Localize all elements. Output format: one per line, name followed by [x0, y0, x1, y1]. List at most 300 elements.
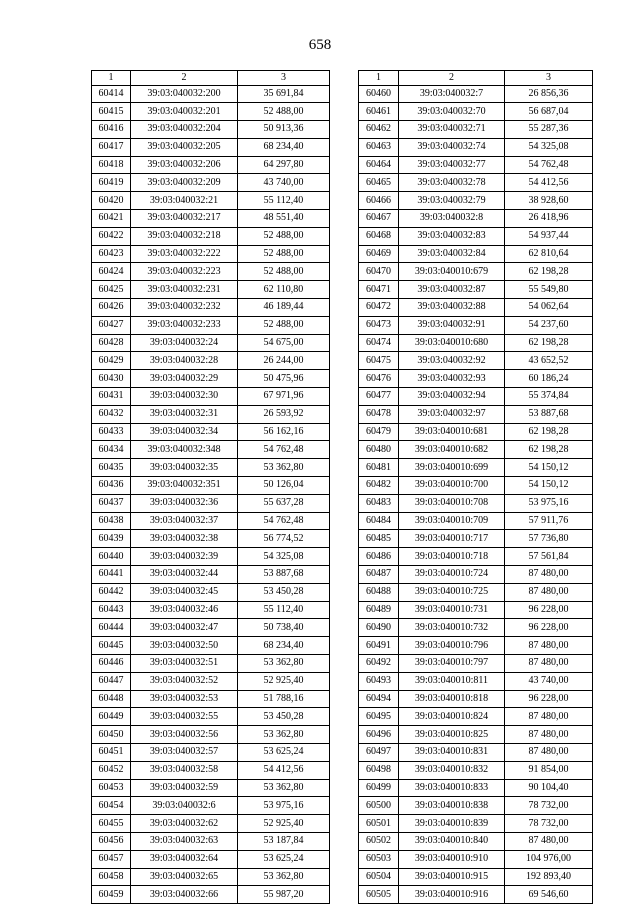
table-row	[92, 619, 330, 637]
cadastral-number-cell: 39:03:040032:29	[131, 370, 238, 388]
cadastral-number-cell: 39:03:040032:348	[131, 441, 238, 459]
cadastral-number-cell: 39:03:040032:92	[399, 352, 505, 370]
row-number-cell: 60426	[92, 299, 131, 317]
row-number-cell: 60488	[359, 583, 399, 601]
table-row	[359, 245, 593, 263]
table-row	[359, 263, 593, 281]
table-row	[92, 423, 330, 441]
row-number-cell: 60475	[359, 352, 399, 370]
table-row	[359, 637, 593, 655]
cadastral-number-cell: 39:03:040032:31	[131, 405, 238, 423]
cadastral-number-cell: 39:03:040010:818	[399, 690, 505, 708]
cadastral-number-cell: 39:03:040010:824	[399, 708, 505, 726]
table-row	[92, 174, 330, 192]
table-row	[92, 690, 330, 708]
value-cell: 67 971,96	[238, 388, 330, 406]
row-number-cell: 60497	[359, 743, 399, 761]
value-cell: 87 480,00	[505, 583, 593, 601]
table-row	[359, 192, 593, 210]
row-number-cell: 60443	[92, 601, 131, 619]
value-cell: 52 488,00	[238, 103, 330, 121]
row-number-cell: 60479	[359, 423, 399, 441]
table-row	[92, 868, 330, 886]
cadastral-number-cell: 39:03:040010:718	[399, 548, 505, 566]
row-number-cell: 60498	[359, 761, 399, 779]
column-header-3: 3	[505, 71, 593, 86]
cadastral-number-cell: 39:03:040032:209	[131, 174, 238, 192]
row-number-cell: 60416	[92, 121, 131, 139]
cadastral-number-cell: 39:03:040032:51	[131, 655, 238, 673]
value-cell: 43 740,00	[505, 672, 593, 690]
row-number-cell: 60414	[92, 85, 131, 103]
value-cell: 96 228,00	[505, 690, 593, 708]
value-cell: 26 856,36	[505, 85, 593, 103]
table-row	[359, 477, 593, 495]
value-cell: 54 150,12	[505, 459, 593, 477]
row-number-cell: 60470	[359, 263, 399, 281]
value-cell: 69 546,60	[505, 886, 593, 904]
row-number-cell: 60454	[92, 797, 131, 815]
row-number-cell: 60439	[92, 530, 131, 548]
table-row	[359, 601, 593, 619]
cadastral-number-cell: 39:03:040010:680	[399, 334, 505, 352]
row-number-cell: 60419	[92, 174, 131, 192]
value-cell: 53 887,68	[238, 566, 330, 584]
value-cell: 90 104,40	[505, 779, 593, 797]
cadastral-number-cell: 39:03:040032:53	[131, 690, 238, 708]
table-row	[92, 316, 330, 334]
row-number-cell: 60418	[92, 156, 131, 174]
row-number-cell: 60450	[92, 726, 131, 744]
row-number-cell: 60453	[92, 779, 131, 797]
cadastral-number-cell: 39:03:040032:83	[399, 227, 505, 245]
table-row	[92, 583, 330, 601]
column-header-1: 1	[359, 71, 399, 86]
row-number-cell: 60494	[359, 690, 399, 708]
value-cell: 68 234,40	[238, 138, 330, 156]
row-number-cell: 60456	[92, 832, 131, 850]
row-number-cell: 60434	[92, 441, 131, 459]
row-number-cell: 60503	[359, 850, 399, 868]
table-row	[92, 477, 330, 495]
table-row	[359, 494, 593, 512]
table-row	[92, 708, 330, 726]
row-number-cell: 60486	[359, 548, 399, 566]
page-number: 658	[308, 37, 332, 53]
row-number-cell: 60487	[359, 566, 399, 584]
row-number-cell: 60428	[92, 334, 131, 352]
cadastral-number-cell: 39:03:040010:797	[399, 655, 505, 673]
cadastral-number-cell: 39:03:040032:30	[131, 388, 238, 406]
table-row	[92, 637, 330, 655]
table-left-body	[92, 71, 330, 904]
value-cell: 87 480,00	[505, 743, 593, 761]
cadastral-number-cell: 39:03:040032:200	[131, 85, 238, 103]
cadastral-number-cell: 39:03:040032:57	[131, 743, 238, 761]
value-cell: 53 362,80	[238, 779, 330, 797]
table-row	[359, 334, 593, 352]
value-cell: 52 488,00	[238, 263, 330, 281]
value-cell: 52 925,40	[238, 815, 330, 833]
row-number-cell: 60431	[92, 388, 131, 406]
cadastral-number-cell: 39:03:040010:717	[399, 530, 505, 548]
row-number-cell: 60455	[92, 815, 131, 833]
cadastral-number-cell: 39:03:040032:46	[131, 601, 238, 619]
value-cell: 60 186,24	[505, 370, 593, 388]
table-row	[359, 815, 593, 833]
value-cell: 35 691,84	[238, 85, 330, 103]
table-row	[359, 227, 593, 245]
row-number-cell: 60464	[359, 156, 399, 174]
table-row	[92, 512, 330, 530]
row-number-cell: 60502	[359, 832, 399, 850]
row-number-cell: 60473	[359, 316, 399, 334]
table-row	[359, 512, 593, 530]
value-cell: 54 062,64	[505, 299, 593, 317]
cadastral-number-cell: 39:03:040010:915	[399, 868, 505, 886]
value-cell: 53 450,28	[238, 583, 330, 601]
row-number-cell: 60429	[92, 352, 131, 370]
value-cell: 56 774,52	[238, 530, 330, 548]
cadastral-number-cell: 39:03:040032:201	[131, 103, 238, 121]
value-cell: 46 189,44	[238, 299, 330, 317]
value-cell: 55 287,36	[505, 121, 593, 139]
table-left	[91, 70, 330, 904]
table-row	[92, 263, 330, 281]
row-number-cell: 60432	[92, 405, 131, 423]
value-cell: 54 675,00	[238, 334, 330, 352]
cadastral-number-cell: 39:03:040010:708	[399, 494, 505, 512]
cadastral-number-cell: 39:03:040032:206	[131, 156, 238, 174]
table-header-row	[359, 71, 593, 86]
value-cell: 53 362,80	[238, 726, 330, 744]
cadastral-number-cell: 39:03:040032:8	[399, 210, 505, 228]
cadastral-number-cell: 39:03:040032:233	[131, 316, 238, 334]
table-row	[92, 726, 330, 744]
row-number-cell: 60446	[92, 655, 131, 673]
cadastral-number-cell: 39:03:040010:682	[399, 441, 505, 459]
cadastral-number-cell: 39:03:040032:64	[131, 850, 238, 868]
row-number-cell: 60423	[92, 245, 131, 263]
cadastral-number-cell: 39:03:040032:88	[399, 299, 505, 317]
cadastral-number-cell: 39:03:040032:58	[131, 761, 238, 779]
value-cell: 96 228,00	[505, 601, 593, 619]
table-row	[92, 548, 330, 566]
cadastral-number-cell: 39:03:040032:39	[131, 548, 238, 566]
value-cell: 38 928,60	[505, 192, 593, 210]
cadastral-number-cell: 39:03:040010:825	[399, 726, 505, 744]
table-row	[92, 566, 330, 584]
table-row	[92, 352, 330, 370]
value-cell: 53 975,16	[238, 797, 330, 815]
row-number-cell: 60468	[359, 227, 399, 245]
value-cell: 53 887,68	[505, 405, 593, 423]
value-cell: 53 450,28	[238, 708, 330, 726]
value-cell: 54 762,48	[238, 441, 330, 459]
table-row	[359, 370, 593, 388]
row-number-cell: 60440	[92, 548, 131, 566]
cadastral-number-cell: 39:03:040032:35	[131, 459, 238, 477]
row-number-cell: 60457	[92, 850, 131, 868]
table-row	[92, 192, 330, 210]
cadastral-number-cell: 39:03:040010:811	[399, 672, 505, 690]
row-number-cell: 60415	[92, 103, 131, 121]
table-row	[92, 601, 330, 619]
cadastral-number-cell: 39:03:040032:37	[131, 512, 238, 530]
value-cell: 48 551,40	[238, 210, 330, 228]
table-row	[359, 156, 593, 174]
table-row	[359, 726, 593, 744]
cadastral-number-cell: 39:03:040032:55	[131, 708, 238, 726]
cadastral-number-cell: 39:03:040010:731	[399, 601, 505, 619]
table-row	[92, 334, 330, 352]
value-cell: 53 362,80	[238, 868, 330, 886]
value-cell: 62 198,28	[505, 263, 593, 281]
value-cell: 54 412,56	[505, 174, 593, 192]
cadastral-number-cell: 39:03:040032:93	[399, 370, 505, 388]
row-number-cell: 60490	[359, 619, 399, 637]
cadastral-number-cell: 39:03:040010:910	[399, 850, 505, 868]
row-number-cell: 60482	[359, 477, 399, 495]
value-cell: 53 975,16	[505, 494, 593, 512]
value-cell: 26 593,92	[238, 405, 330, 423]
row-number-cell: 60447	[92, 672, 131, 690]
value-cell: 50 475,96	[238, 370, 330, 388]
cadastral-number-cell: 39:03:040010:709	[399, 512, 505, 530]
cadastral-number-cell: 39:03:040010:833	[399, 779, 505, 797]
table-right-body	[359, 71, 593, 904]
value-cell: 87 480,00	[505, 708, 593, 726]
row-number-cell: 60433	[92, 423, 131, 441]
cadastral-number-cell: 39:03:040032:77	[399, 156, 505, 174]
value-cell: 53 362,80	[238, 459, 330, 477]
cadastral-number-cell: 39:03:040010:839	[399, 815, 505, 833]
cadastral-number-cell: 39:03:040032:36	[131, 494, 238, 512]
cadastral-number-cell: 39:03:040010:700	[399, 477, 505, 495]
table-header-row	[92, 71, 330, 86]
column-header-2: 2	[131, 71, 238, 86]
row-number-cell: 60427	[92, 316, 131, 334]
cadastral-number-cell: 39:03:040010:796	[399, 637, 505, 655]
table-row	[92, 103, 330, 121]
table-row	[92, 779, 330, 797]
row-number-cell: 60467	[359, 210, 399, 228]
value-cell: 91 854,00	[505, 761, 593, 779]
cadastral-number-cell: 39:03:040010:840	[399, 832, 505, 850]
value-cell: 57 736,80	[505, 530, 593, 548]
table-row	[92, 832, 330, 850]
value-cell: 55 637,28	[238, 494, 330, 512]
value-cell: 43 740,00	[238, 174, 330, 192]
value-cell: 55 987,20	[238, 886, 330, 904]
table-row	[92, 797, 330, 815]
table-row	[359, 886, 593, 904]
row-number-cell: 60459	[92, 886, 131, 904]
table-row	[359, 405, 593, 423]
value-cell: 52 488,00	[238, 227, 330, 245]
row-number-cell: 60442	[92, 583, 131, 601]
value-cell: 62 198,28	[505, 441, 593, 459]
table-row	[359, 459, 593, 477]
table-row	[359, 85, 593, 103]
row-number-cell: 60485	[359, 530, 399, 548]
cadastral-number-cell: 39:03:040032:87	[399, 281, 505, 299]
cadastral-number-cell: 39:03:040010:679	[399, 263, 505, 281]
value-cell: 55 112,40	[238, 192, 330, 210]
cadastral-number-cell: 39:03:040032:74	[399, 138, 505, 156]
row-number-cell: 60435	[92, 459, 131, 477]
cadastral-number-cell: 39:03:040032:351	[131, 477, 238, 495]
table-row	[92, 210, 330, 228]
table-row	[359, 138, 593, 156]
table-row	[359, 352, 593, 370]
cadastral-number-cell: 39:03:040010:831	[399, 743, 505, 761]
value-cell: 51 788,16	[238, 690, 330, 708]
value-cell: 55 112,40	[238, 601, 330, 619]
row-number-cell: 60500	[359, 797, 399, 815]
row-number-cell: 60449	[92, 708, 131, 726]
table-row	[359, 850, 593, 868]
row-number-cell: 60501	[359, 815, 399, 833]
value-cell: 54 325,08	[505, 138, 593, 156]
table-row	[92, 743, 330, 761]
row-number-cell: 60441	[92, 566, 131, 584]
value-cell: 192 893,40	[505, 868, 593, 886]
table-row	[92, 459, 330, 477]
row-number-cell: 60461	[359, 103, 399, 121]
cadastral-number-cell: 39:03:040032:62	[131, 815, 238, 833]
table-row	[359, 530, 593, 548]
value-cell: 87 480,00	[505, 655, 593, 673]
table-row	[359, 121, 593, 139]
table-row	[359, 655, 593, 673]
table-row	[359, 779, 593, 797]
cadastral-number-cell: 39:03:040032:84	[399, 245, 505, 263]
cadastral-number-cell: 39:03:040010:725	[399, 583, 505, 601]
row-number-cell: 60438	[92, 512, 131, 530]
cadastral-number-cell: 39:03:040010:699	[399, 459, 505, 477]
table-row	[359, 708, 593, 726]
value-cell: 43 652,52	[505, 352, 593, 370]
cadastral-number-cell: 39:03:040032:28	[131, 352, 238, 370]
table-row	[359, 441, 593, 459]
table-row	[359, 619, 593, 637]
cadastral-number-cell: 39:03:040010:916	[399, 886, 505, 904]
cadastral-number-cell: 39:03:040032:38	[131, 530, 238, 548]
value-cell: 57 911,76	[505, 512, 593, 530]
row-number-cell: 60484	[359, 512, 399, 530]
table-row	[359, 832, 593, 850]
value-cell: 52 488,00	[238, 316, 330, 334]
cadastral-number-cell: 39:03:040032:70	[399, 103, 505, 121]
row-number-cell: 60422	[92, 227, 131, 245]
value-cell: 54 762,48	[238, 512, 330, 530]
table-row	[359, 583, 593, 601]
cadastral-number-cell: 39:03:040032:71	[399, 121, 505, 139]
cadastral-number-cell: 39:03:040032:232	[131, 299, 238, 317]
value-cell: 96 228,00	[505, 619, 593, 637]
table-row	[359, 797, 593, 815]
cadastral-number-cell: 39:03:040032:218	[131, 227, 238, 245]
value-cell: 54 412,56	[238, 761, 330, 779]
value-cell: 50 738,40	[238, 619, 330, 637]
row-number-cell: 60437	[92, 494, 131, 512]
value-cell: 52 488,00	[238, 245, 330, 263]
row-number-cell: 60471	[359, 281, 399, 299]
cadastral-number-cell: 39:03:040032:56	[131, 726, 238, 744]
table-row	[359, 672, 593, 690]
table-row	[92, 441, 330, 459]
row-number-cell: 60469	[359, 245, 399, 263]
row-number-cell: 60476	[359, 370, 399, 388]
table-row	[92, 85, 330, 103]
value-cell: 52 925,40	[238, 672, 330, 690]
table-row	[92, 388, 330, 406]
row-number-cell: 60491	[359, 637, 399, 655]
row-number-cell: 60505	[359, 886, 399, 904]
row-number-cell: 60478	[359, 405, 399, 423]
table-row	[92, 156, 330, 174]
row-number-cell: 60462	[359, 121, 399, 139]
cadastral-number-cell: 39:03:040032:78	[399, 174, 505, 192]
value-cell: 53 625,24	[238, 850, 330, 868]
value-cell: 53 362,80	[238, 655, 330, 673]
row-number-cell: 60480	[359, 441, 399, 459]
row-number-cell: 60489	[359, 601, 399, 619]
table-right	[358, 70, 593, 904]
cadastral-number-cell: 39:03:040032:44	[131, 566, 238, 584]
cadastral-number-cell: 39:03:040032:52	[131, 672, 238, 690]
value-cell: 64 297,80	[238, 156, 330, 174]
table-row	[359, 281, 593, 299]
column-header-3: 3	[238, 71, 330, 86]
row-number-cell: 60493	[359, 672, 399, 690]
table-row	[359, 743, 593, 761]
table-row	[359, 316, 593, 334]
cadastral-number-cell: 39:03:040032:66	[131, 886, 238, 904]
value-cell: 54 762,48	[505, 156, 593, 174]
table-row	[92, 138, 330, 156]
row-number-cell: 60430	[92, 370, 131, 388]
cadastral-number-cell: 39:03:040010:681	[399, 423, 505, 441]
cadastral-number-cell: 39:03:040032:223	[131, 263, 238, 281]
cadastral-number-cell: 39:03:040032:21	[131, 192, 238, 210]
cadastral-number-cell: 39:03:040032:205	[131, 138, 238, 156]
table-row	[92, 227, 330, 245]
row-number-cell: 60417	[92, 138, 131, 156]
cadastral-number-cell: 39:03:040032:24	[131, 334, 238, 352]
cadastral-number-cell: 39:03:040032:6	[131, 797, 238, 815]
table-row	[92, 494, 330, 512]
table-row	[92, 121, 330, 139]
cadastral-number-cell: 39:03:040032:94	[399, 388, 505, 406]
value-cell: 78 732,00	[505, 815, 593, 833]
value-cell: 87 480,00	[505, 637, 593, 655]
table-row	[359, 566, 593, 584]
row-number-cell: 60436	[92, 477, 131, 495]
row-number-cell: 60495	[359, 708, 399, 726]
table-row	[92, 655, 330, 673]
column-header-2: 2	[399, 71, 505, 86]
value-cell: 54 325,08	[238, 548, 330, 566]
table-row	[359, 690, 593, 708]
row-number-cell: 60481	[359, 459, 399, 477]
table-row	[92, 299, 330, 317]
table-row	[92, 761, 330, 779]
value-cell: 62 198,28	[505, 423, 593, 441]
row-number-cell: 60466	[359, 192, 399, 210]
row-number-cell: 60425	[92, 281, 131, 299]
